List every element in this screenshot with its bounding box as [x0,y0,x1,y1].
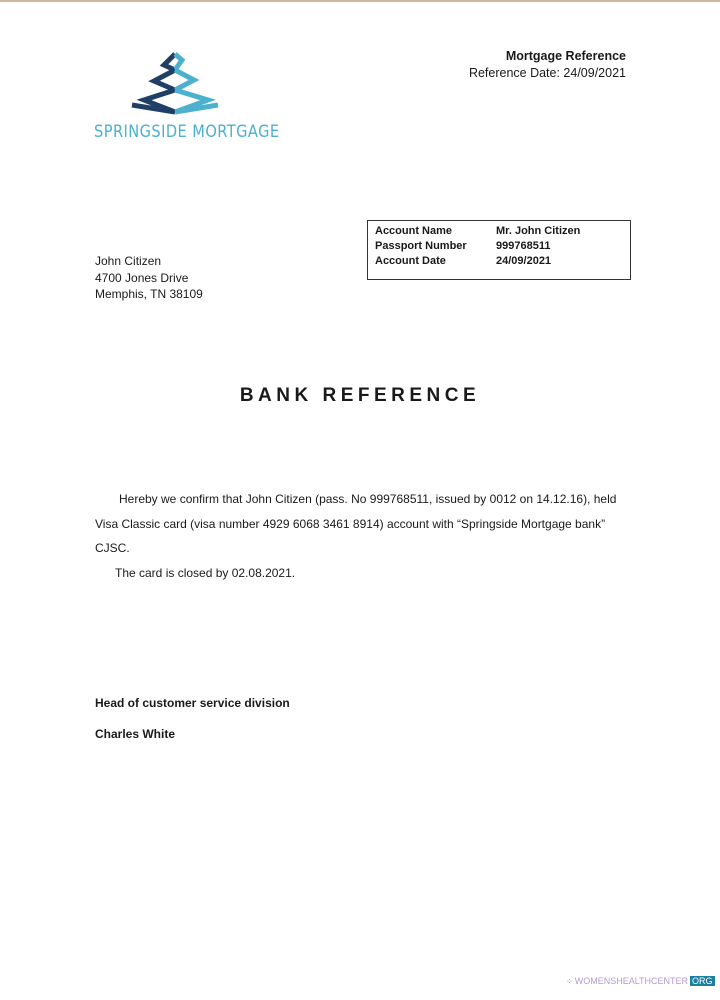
recipient-street: 4700 Jones Drive [95,270,189,285]
letter-body [95,487,635,585]
passport-number-label: Passport Number [375,240,467,252]
account-row [375,224,623,239]
body-line-2: Visa Classic card (visa number 4929 6068 3461 8914) account with “Springside Mortgage bank” [95,516,606,531]
company-logo [92,50,280,150]
account-row [375,254,623,269]
watermark-text: WOMENSHEALTHCENTER [574,976,689,986]
watermark-badge: ORG [692,976,713,986]
passport-number-value: 999768511 [496,240,551,252]
pyramid-maze-logo-icon [128,50,223,118]
account-date-label: Account Date [375,255,446,267]
reference-title: Mortgage Reference [505,49,626,63]
signatory-position: Head of customer service division [95,696,290,710]
body-line-3: CJSC. [95,541,130,555]
recipient-city: Memphis, TN 38109 [95,287,203,301]
body-paragraph-2: The card is closed by 02.08.2021. [115,565,296,580]
recipient-name: John Citizen [95,254,162,268]
account-row [375,239,623,254]
logo-wordmark: SPRINGSIDE MORTGAGE [94,122,280,142]
dots-icon: ⁘ [566,976,573,986]
account-date-value: 24/09/2021 [496,255,552,267]
reference-date: Reference Date: 24/09/2021 [468,66,626,80]
account-info-box [367,220,631,280]
watermark [566,976,715,986]
recipient-address [95,253,203,303]
account-name-label: Account Name [375,225,453,237]
signature-block [95,688,290,750]
document-title: BANK REFERENCE [239,385,481,406]
account-name-value: Mr. John Citizen [496,225,581,237]
body-line-1: Hereby we confirm that John Citizen (pass. No 999768511, issued by 0012 on 14.12.16), held [119,492,617,506]
signatory-name: Charles White [95,727,176,741]
top-rule [0,0,720,2]
reference-header [469,48,626,82]
